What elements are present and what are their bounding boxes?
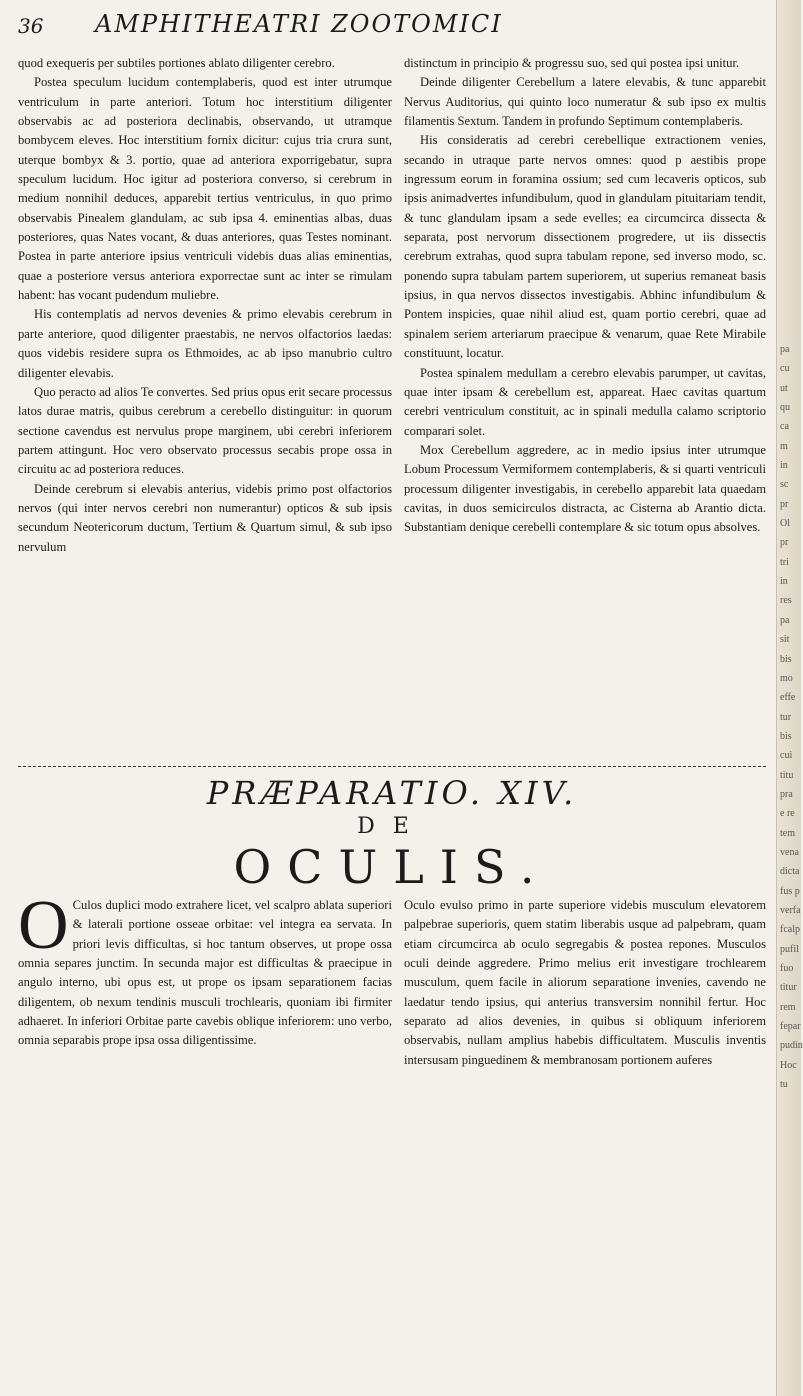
edge-fragment: in — [780, 576, 788, 588]
paragraph: distinctum in principio & progressu suo, sed qui postea ipsi unitur. — [404, 56, 740, 70]
drop-cap: O — [18, 887, 69, 964]
edge-fragment: fepar — [780, 1021, 801, 1033]
page-number: 36 — [18, 14, 44, 38]
section-title-line-2: DE — [357, 814, 427, 839]
page-header — [0, 10, 770, 44]
paragraph: Deinde cerebrum si elevabis anterius, videbis primo post olfactorios nervos (qui inter nervos cerebri non numerantur) opticos & sub ipsis secundum Neotericorum ductum, Tertium & Quartum simul, & sub ipso nervulum — [18, 481, 392, 554]
paragraph: quod exequeris per subtiles portiones ablato diligenter cerebro. — [18, 56, 335, 70]
edge-fragment: tri — [780, 556, 789, 568]
running-head: AMPHITHEATRI ZOOTOMICI — [95, 10, 503, 38]
paragraph: His contemplatis ad nervos devenies & primo elevabis cerebrum in parte anteriore, quod diligenter praestabis, ne nervos olfactorios laedas: quos videbis residere supra os Ethmoides, ac ab ipso manubrio cultro diligenter elevabis. — [18, 307, 392, 380]
paragraph: Postea speculum lucidum contemplaberis, quod est inter utrumque ventriculum in parte anteriori. Totum hoc interstitium diligenter observabis ac ad posteriora declinabis, observando, ut utramque bombycem eleves. Hoc interstitium fornix dicitur: cujus tria crura sunt, uterque bombyx & 3. portio, quae ad anteriora exporrigebatur, supra speculum lucidum. Hoc igitur ad posteriora converso, si cerebrum in medium nonnihil deduces, apparebit tertius ventriculus, in quo primo observabis Pinealem glandulam, ac sub ipsa 4. eminentias albas, duas posteriores, quas Nates vocant, & duas anteriores, quas Testes nominant. Postea in parte anteriore ipsius ventriculi videbis duas alias eminentias, quae a posteriore versus anteriora exporrectae sunt ac inter se rimulam habent: has vocant pudendum muliebre. — [18, 75, 392, 303]
edge-fragment: rem — [780, 1001, 796, 1013]
edge-fragment: tu — [780, 1079, 788, 1091]
edge-fragment: Ol — [780, 518, 790, 530]
edge-fragment: tem — [780, 827, 795, 839]
edge-fragment: m — [780, 440, 788, 452]
paragraph: Deinde diligenter Cerebellum a latere elevabis, & tunc apparebit Nervus Auditorius, qui quinto loco numeratur & sub ipso ex multis filamentis Sextum. Tandem in profundo Septimum contemplaberis. — [404, 75, 766, 129]
edge-fragment: pra — [780, 788, 793, 800]
edge-fragment: pa — [780, 344, 790, 355]
edge-fragment: pudin — [780, 1040, 803, 1052]
edge-fragment: sit — [780, 634, 790, 646]
edge-fragment: ut — [780, 382, 788, 394]
edge-fragment: e re — [780, 808, 795, 820]
paragraph: Quo peracto ad alios Te convertes. Sed prius opus erit secare processus latos durae matris, quibus cerebrum a cerebello distinguitur: in quorum sectione cavendus est nervulus prope marginem, ubi cerebri inferiorem partem attingunt. Hoc vero observato processus secabis prope ossa in circuitu ac ad posteriora reduces. — [18, 384, 392, 477]
section-title-line-1: PRÆPARATIO. XIV. — [206, 774, 578, 812]
section-title-line-3: OCULIS. — [233, 840, 551, 894]
right-column-bottom — [404, 896, 766, 1070]
edge-fragment: fuo — [780, 963, 794, 974]
edge-fragment: cui — [780, 750, 793, 762]
right-column-top — [404, 54, 766, 538]
paragraph: Postea spinalem medullam a cerebro elevabis parumper, ut cavitas, quae inter ipsam & cerebellum est, appareat. Haec cavitas quartum cerebri ventriculum constituit, ac in spinali medulla calamo scriptorio comparari solet. — [404, 365, 766, 438]
edge-fragment: Hoc — [780, 1059, 797, 1071]
section-title — [18, 772, 766, 894]
edge-fragment: pufil — [780, 943, 799, 955]
edge-fragment: vena — [780, 846, 799, 858]
paragraph: Oculo evulso primo in parte superiore videbis musculum elevatorem palpebrae superioris, quem statim liberabis usque ad palpebram, quam etiam circumcirca ab oculo segregabis & postea repones. Musculos oculi deinde aggredere. Primo melius erit investigare trochlearem musculum, quem facile in aliorum separatione invenies, cavendo ne laedatur tendo ipsius, qui anterius transversim nonnihil fertur. Hoc separato ad alios devenies, in quibus si obliquum inferiorem observabis, nullam amplius habebis difficultatem. Musculis inventis intersusam pinguedinem & membranosam portionem auferes — [404, 898, 766, 1067]
edge-fragment: res — [780, 595, 792, 607]
paragraph — [18, 887, 392, 1051]
edge-fragment: fus p — [780, 885, 800, 897]
facing-page-fragments — [780, 340, 803, 1094]
edge-fragment: pr — [780, 498, 789, 510]
edge-fragment: dicta — [780, 866, 800, 878]
edge-fragment: sc — [780, 479, 789, 491]
edge-fragment: pa — [780, 614, 790, 626]
paragraph: His consideratis ad cerebri cerebellique extractionem venies, secando in utraque parte nervos omnes: quod p aestibis prope ingressum eorum in foramina ossium; sed cum lecaveris opticos, sub ipsis animadvertes infundibulum, quod in glandulam pituitariam tendit, & tunc glandulam ipsam a sede evelles; ea circumcirca dissecta & separata, post nervorum dissectionem progredere, ut iis dissectis cerebrum extrahas, quod supra tabulam repone, sed inverso modo, sc. ponendo supra tabulam partem superiorem, ut superius remaneat basis ipsius, in qua nervos dissectos investigabis. Abhinc infundibulum & Pontem inspicies, quae nihil aliud est, quam portio cerebri, quae ad spinalem seriem arteriarum praecipue & venarum, quae Rete Mirabile constituunt, locatur. — [404, 133, 766, 361]
edge-fragment: bis — [780, 730, 792, 742]
edge-fragment: titu — [780, 769, 794, 781]
edge-fragment: fcalp — [780, 924, 800, 936]
section-divider — [18, 766, 766, 767]
edge-fragment: titur — [780, 982, 797, 994]
left-column-top — [18, 54, 392, 557]
edge-fragment: tur — [780, 711, 792, 723]
edge-fragment: ca — [780, 421, 789, 433]
paragraph-text: Culos duplici modo extrahere licet, vel scalpro ablata superiori & laterali portione osseae orbitae: vel integra ea servata. In priori levis difficultas, si hoc tantum observes, ut prope ossa omnia separes junctim. In secunda major est difficultas & praecipue in angulo interno, ubi opus est, ut prope os ipsam separationem facias diligentem, ob nexum tendinis musculi trochlearis, quoniam ibi firmiter adhaeret. In inferiori Orbitae parte cavebis oblique inferiorem: uno verbo, omnia separabis prope ipsa ossa diligentissime. — [18, 898, 392, 1048]
left-column-bottom — [18, 887, 392, 1051]
edge-fragment: pr — [780, 537, 789, 549]
edge-fragment: bis — [780, 653, 792, 665]
edge-fragment: qu — [780, 402, 790, 414]
edge-fragment: verfa — [780, 904, 801, 916]
edge-fragment: mo — [780, 672, 793, 684]
edge-fragment: in — [780, 460, 788, 472]
edge-fragment: cu — [780, 363, 790, 375]
paragraph: Mox Cerebellum aggredere, ac in medio ipsius inter utrumque Lobum Processum Vermiformem contemplaberis, & si quarti ventriculi processum diligenter investigabis, in cerebello apparebit lata quaedam cavitas, in duos semicirculos distracta, ac Cisterna ab Arantio dicta. Substantiam denique cerebelli contemplare & sic totum opus absolves. — [404, 442, 766, 535]
edge-fragment: effe — [780, 692, 796, 704]
